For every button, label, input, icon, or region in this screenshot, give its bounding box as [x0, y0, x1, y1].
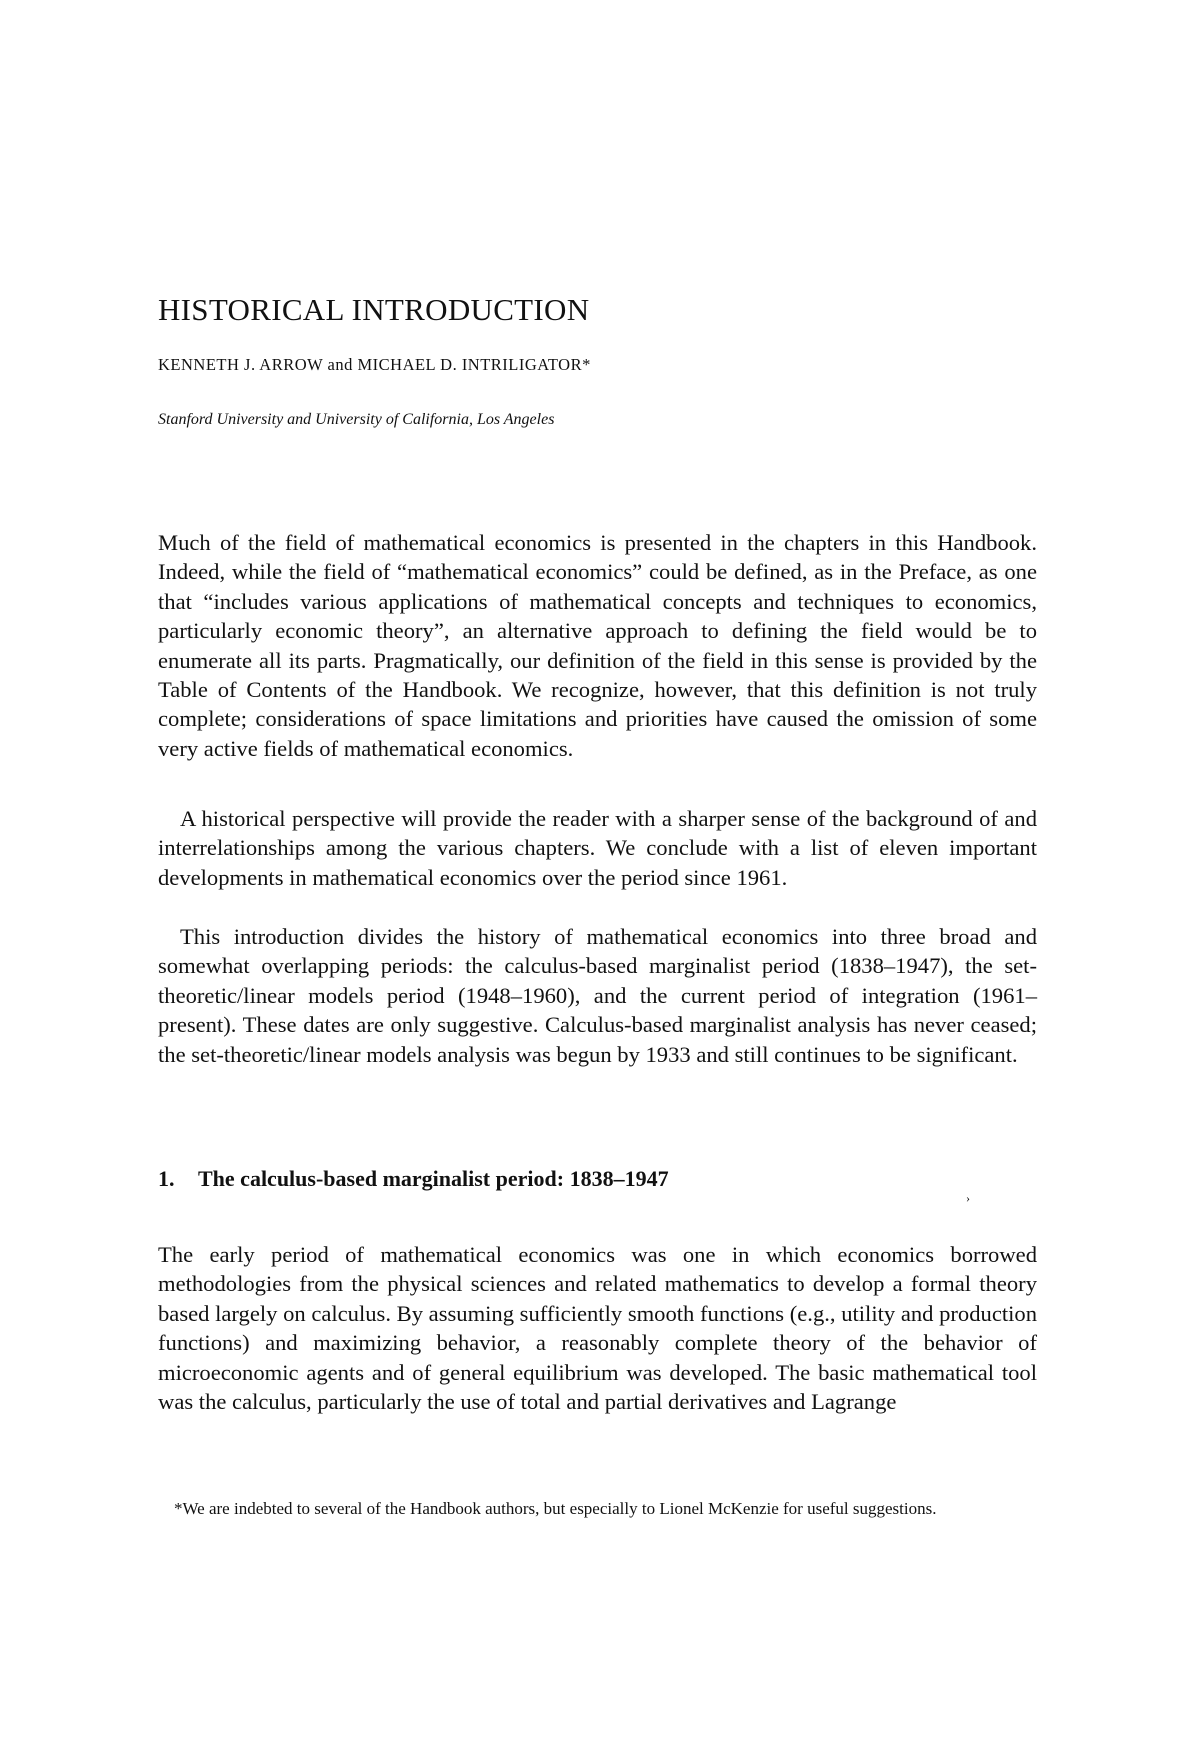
author-names: KENNETH J. ARROW and MICHAEL D. INTRILIGATOR* [158, 355, 591, 374]
section-number: 1. [158, 1166, 175, 1191]
intro-paragraph-3: This introduction divides the history of mathematical economics into three broad and somewhat overlapping periods: the calculus-based marginalist period (1838–1947), the set-theoretic/linear models period (1948–1960), and the current period of integration (1961–present). These dates are only suggestive. Calculus-based marginalist analysis has never ceased; the set-theoretic/linear models analysis was begun by 1933 and still continues to be significant. [158, 924, 1037, 1067]
section-1-paragraph: The early period of mathematical economics was one in which economics borrowed methodologies from the physical sciences and related mathematics to develop a formal theory based largely on calculus. By assuming sufficiently smooth functions (e.g., utility and production functions) and maximizing behavior, a reasonably complete theory of the behavior of microeconomic agents and of general equilibrium was developed. The basic mathematical tool was the calculus, particularly the use of total and partial derivatives and Lagrange [158, 1242, 1037, 1415]
section-heading [158, 1166, 669, 1192]
intro-paragraph-1: Much of the field of mathematical economics is presented in the chapters in this Handbook. Indeed, while the field of “mathematical economics” could be defined, as in the Preface, as one that “includes various applications of mathematical concepts and techniques to economics, particularly economic theory”, an alternative approach to defining the field would be to enumerate all its parts. Pragmatically, our definition of the field in this sense is provided by the Table of Contents of the Handbook. We recognize, however, that this definition is not truly complete; considerations of space limitations and priorities have caused the omission of some very active fields of mathematical economics. [158, 530, 1037, 761]
intro-paragraph-2: A historical perspective will provide the reader with a sharper sense of the background of and interrelationships among the various chapters. We conclude with a list of eleven important developments in mathematical economics over the period since 1961. [158, 806, 1037, 890]
footnote: *We are indebted to several of the Handbook authors, but especially to Lionel McKenzie for useful suggestions. [174, 1499, 937, 1518]
chapter-title: HISTORICAL INTRODUCTION [158, 292, 590, 327]
author-affiliation: Stanford University and University of California, Los Angeles [158, 411, 555, 428]
print-artifact-mark: › [966, 1191, 970, 1205]
section-title: The calculus-based marginalist period: 1838–1947 [198, 1166, 669, 1191]
